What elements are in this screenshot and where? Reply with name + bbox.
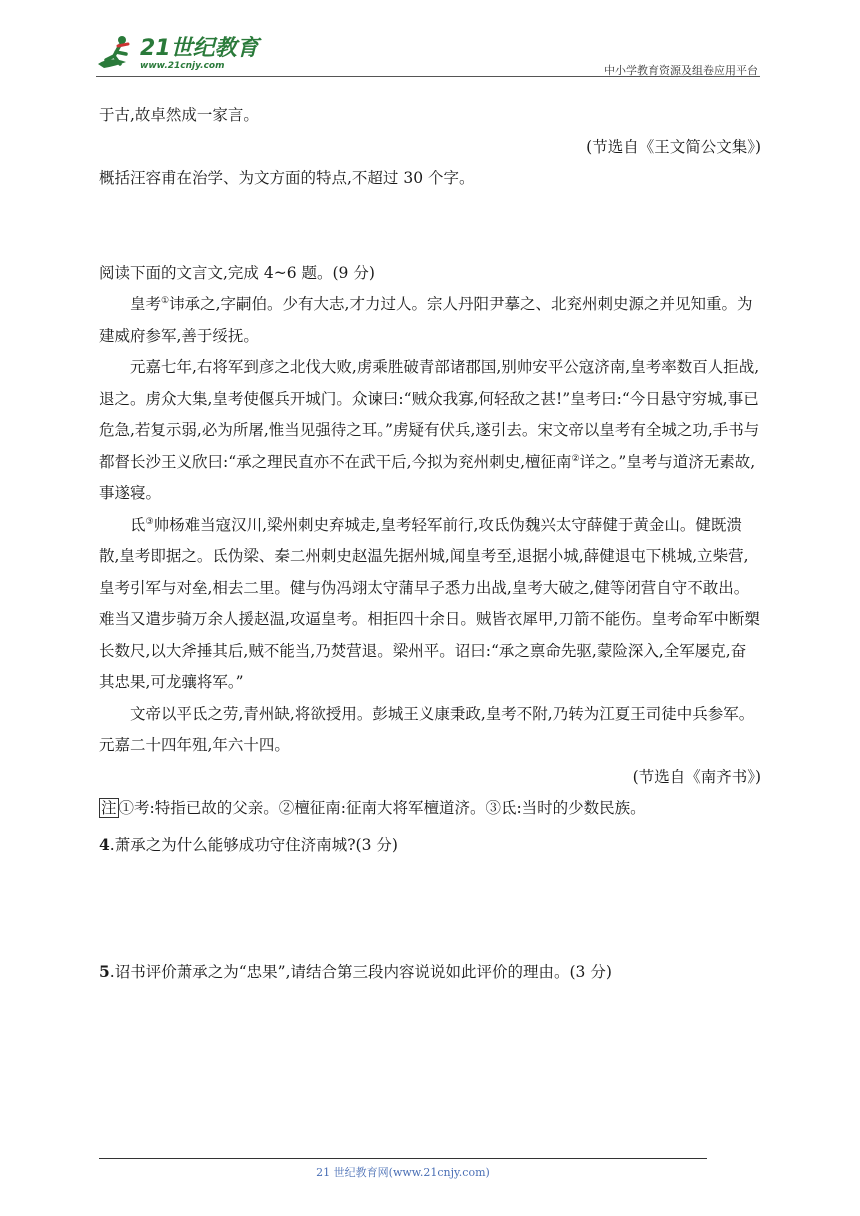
previous-passage-source: (节选自《王文简公文集》) <box>586 137 761 156</box>
passage-paragraph-1 <box>99 289 761 352</box>
footnote-marker: ③ <box>145 516 154 527</box>
logo-url: www.21cnjy.com <box>140 60 225 71</box>
previous-passage-tail: 于古,故卓然成一家言。 <box>99 106 259 124</box>
paragraph-text: 皇考 <box>130 295 162 313</box>
site-logo[interactable] <box>96 34 259 74</box>
question-number: 5 <box>99 962 110 981</box>
paragraph-text: 详之。”皇考与道济无素故,事遂寝。 <box>99 452 756 502</box>
page-header <box>96 28 760 76</box>
question-4 <box>99 829 761 862</box>
passage-paragraph-3 <box>99 510 761 699</box>
question-5 <box>99 956 761 989</box>
paragraph-text: 讳承之,字嗣伯。少有大志,才力过人。宗人丹阳尹摹之、北兖州刺史源之并见知重。为建威府参军,善于绥抚。 <box>99 295 753 345</box>
note-label: 注 <box>101 799 117 817</box>
paragraph-text: 帅杨难当寇汉川,梁州刺史弃城走,皇考轻军前行,攻氐伪魏兴太守薛健于黄金山。健既溃散,皇考即据之。氐伪梁、秦二州刺史赵温先据州城,闻皇考至,退据小城,薛健退屯下桃城,立柴营,皇考引军与对垒,相去二里。健与伪冯翊太守蒲早子悉力出战,皇考大破之,健等闭营自守不敢出。难当又遣步骑万余人援赵温,攻逼皇考。相拒四十余日。贼皆衣犀甲,刀箭不能伤。皇考命军中断槊长数尺,以大斧捶其后,贼不能当,乃焚营退。梁州平。诏曰:“承之禀命先驱,蒙险深入,全军屡克,奋其忠果,可龙骧将军。” <box>99 515 760 691</box>
answer-space <box>99 861 761 956</box>
question-text: .诏书评价萧承之为“忠果”,请结合第三段内容说说如此评价的理由。(3 分) <box>109 963 612 981</box>
footer-divider <box>99 1158 707 1159</box>
passage-source: (节选自《南齐书》) <box>632 767 761 786</box>
previous-question: 概括汪容甫在治学、为文方面的特点,不超过 30 个字。 <box>99 169 475 187</box>
platform-title: 中小学教育资源及组卷应用平台 <box>604 64 758 77</box>
document-body <box>99 100 761 989</box>
footnote-marker: ② <box>571 453 580 464</box>
footnotes <box>99 793 761 825</box>
paragraph-text: 元嘉七年,右将军到彦之北伐大败,虏乘胜破青部诸郡国,别帅安平公寇济南,皇考率数百人拒战,退之。虏众大集,皇考使偃兵开城门。众谏曰:“贼众我寡,何轻敌之甚!”皇考曰:“今日悬守穷城,事已危急,若复示弱,必为所屠,惟当见强待之耳。”虏疑有伏兵,遂引去。宋文帝以皇考有全城之功,手书与都督长沙王义欣曰:“承之理民直亦不在武干后,今拟为兖州刺史,檀征南 <box>99 358 760 471</box>
logo-wordmark: 21世纪教育 <box>140 35 259 61</box>
paragraph-text: 氐 <box>130 515 146 534</box>
header-divider <box>96 76 760 77</box>
note-text: ①考:特指已故的父亲。②檀征南:征南大将军檀道济。③氐:当时的少数民族。 <box>118 799 646 817</box>
passage-paragraph-4: 文帝以平氐之劳,青州缺,将欲授用。彭城王义康秉政,皇考不附,乃转为江夏王司徒中兵参军。元嘉二十四年殂,年六十四。 <box>99 704 755 754</box>
footer-link[interactable]: 21 世纪教育网(www.21cnjy.com) <box>316 1166 490 1179</box>
runner-logo-icon <box>96 34 138 74</box>
passage-paragraph-2 <box>99 352 761 510</box>
question-number: 4 <box>99 834 110 854</box>
section-intro: 阅读下面的文言文,完成 4~6 题。(9 分) <box>99 263 375 282</box>
answer-space <box>99 195 761 258</box>
question-text: .萧承之为什么能够成功守住济南城?(3 分) <box>109 835 398 854</box>
footnote-marker: ① <box>161 296 170 306</box>
